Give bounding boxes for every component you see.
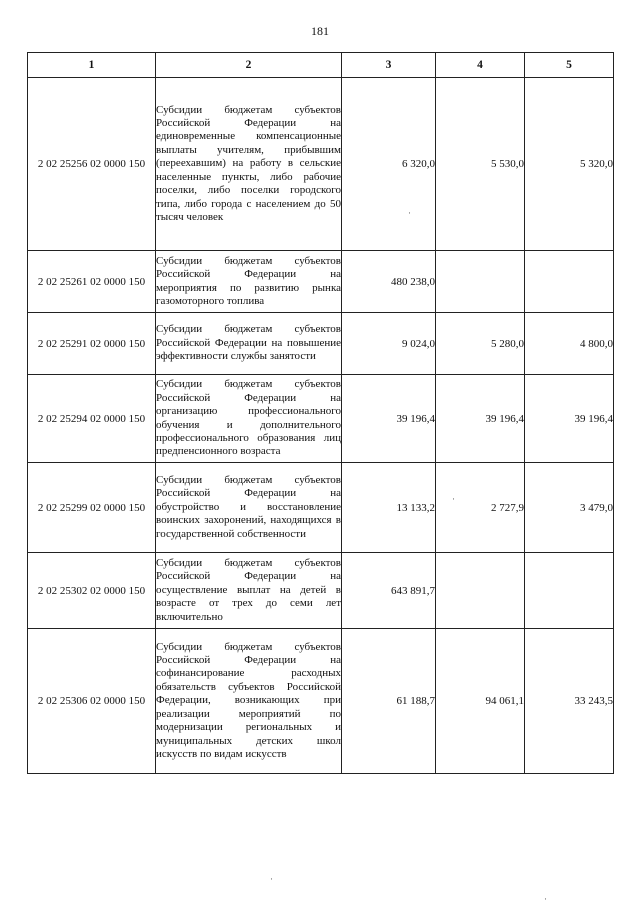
value-col5-cell: 3 479,0: [525, 463, 614, 553]
value-col4-cell: 5 530,0: [436, 78, 525, 251]
budget-code-cell: 2 02 25306 02 0000 150: [28, 629, 156, 774]
value-col4-cell: 39 196,4: [436, 375, 525, 463]
table-row: [28, 251, 614, 313]
value-col4-cell: 94 061,1: [436, 629, 525, 774]
value-col4-cell: [436, 553, 525, 629]
description-cell: Субсидии бюджетам субъектов Российской Федерации на обустройство и восстановление воинских захоронений, находящихся в государственной собственности: [156, 463, 342, 553]
header-col-3: 3: [342, 53, 436, 78]
budget-code-cell: 2 02 25302 02 0000 150: [28, 553, 156, 629]
budget-code-cell: 2 02 25291 02 0000 150: [28, 313, 156, 375]
value-col5-cell: [525, 553, 614, 629]
scan-speck: ·: [544, 894, 547, 904]
budget-table: [27, 52, 614, 774]
value-col3-cell: 39 196,4: [342, 375, 436, 463]
page-number: 181: [311, 24, 329, 38]
value-col5-cell: 4 800,0: [525, 313, 614, 375]
scan-speck: ·: [270, 874, 273, 884]
description-cell: Субсидии бюджетам субъектов Российской Федерации на софинансирование расходных обязательств субъектов Российской Федерации, возникающих при реализации мероприятий по модернизации региональных и муниципальных детских школ искусств по видам искусств: [156, 629, 342, 774]
budget-code-cell: 2 02 25261 02 0000 150: [28, 251, 156, 313]
value-col3-cell: 61 188,7: [342, 629, 436, 774]
table-row: [28, 313, 614, 375]
value-col3-cell: 480 238,0: [342, 251, 436, 313]
value-col3-cell: 6 320,0: [342, 78, 436, 251]
table-row: [28, 78, 614, 251]
value-col3-cell: 643 891,7: [342, 553, 436, 629]
table-row: [28, 629, 614, 774]
value-col3-cell: 13 133,2: [342, 463, 436, 553]
value-col5-cell: [525, 251, 614, 313]
description-cell: Субсидии бюджетам субъектов Российской Федерации на мероприятия по развитию рынка газомоторного топлива: [156, 251, 342, 313]
table-row: [28, 463, 614, 553]
value-col4-cell: 2 727,9: [436, 463, 525, 553]
description-cell: Субсидии бюджетам субъектов Российской Федерации на осуществление выплат на детей в возрасте от трех до семи лет включительно: [156, 553, 342, 629]
value-col5-cell: 33 243,5: [525, 629, 614, 774]
value-col4-cell: [436, 251, 525, 313]
description-cell: Субсидии бюджетам субъектов Российской Федерации на организацию профессионального обучения и дополнительного профессионального образования лиц предпенсионного возраста: [156, 375, 342, 463]
budget-code-cell: 2 02 25256 02 0000 150: [28, 78, 156, 251]
value-col5-cell: 39 196,4: [525, 375, 614, 463]
table-row: [28, 553, 614, 629]
header-col-4: 4: [436, 53, 525, 78]
header-col-5: 5: [525, 53, 614, 78]
value-col4-cell: 5 280,0: [436, 313, 525, 375]
description-cell: Субсидии бюджетам субъектов Российской Федерации на единовременные компенсационные выплаты учителям, прибывшим (переехавшим) на работу в сельские населенные пункты, либо рабочие поселки, либо поселки городского типа, либо города с населением до 50 тысяч человек: [156, 78, 342, 251]
scan-speck: ·: [452, 494, 455, 504]
scan-speck: ·: [408, 208, 411, 218]
header-col-1: 1: [28, 53, 156, 78]
description-cell: Субсидии бюджетам субъектов Российской Федерации на повышение эффективности службы занятости: [156, 313, 342, 375]
table-header-row: [28, 53, 614, 78]
budget-code-cell: 2 02 25299 02 0000 150: [28, 463, 156, 553]
table-row: [28, 375, 614, 463]
budget-code-cell: 2 02 25294 02 0000 150: [28, 375, 156, 463]
value-col3-cell: 9 024,0: [342, 313, 436, 375]
value-col5-cell: 5 320,0: [525, 78, 614, 251]
header-col-2: 2: [156, 53, 342, 78]
